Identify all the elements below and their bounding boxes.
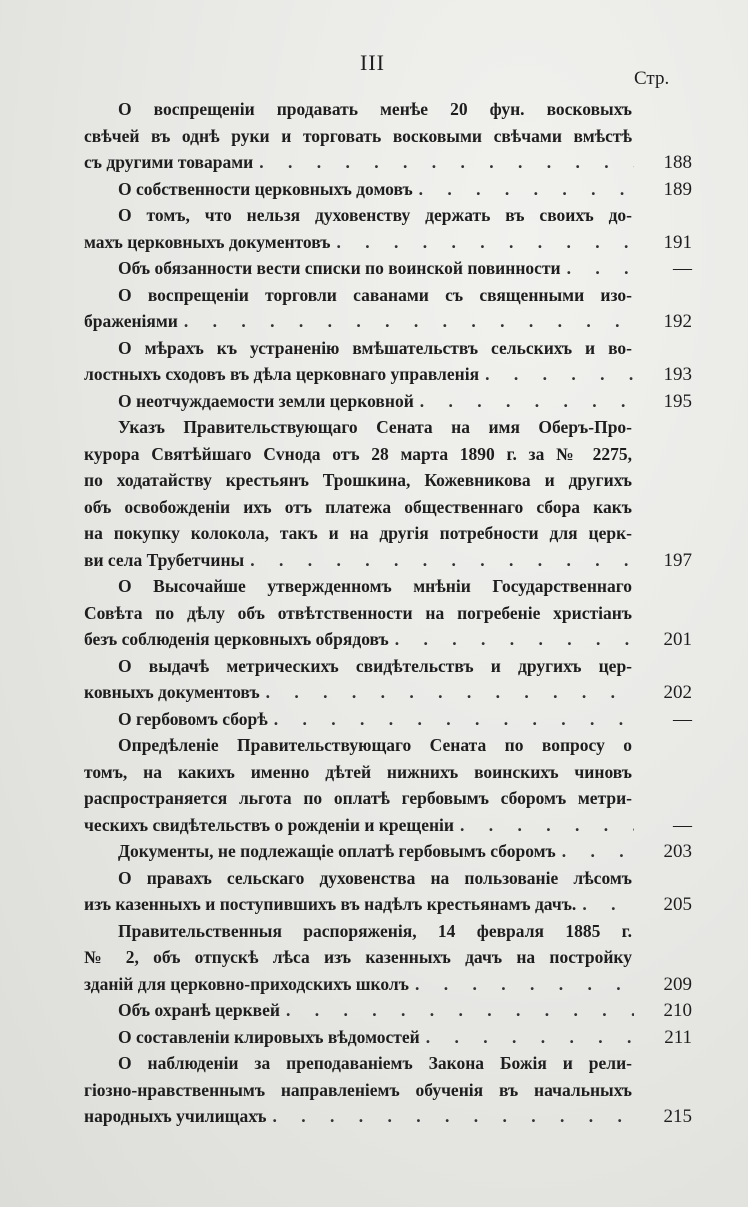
dot-leader: [420, 388, 634, 415]
dot-leader: [419, 176, 634, 203]
page-number: 211: [664, 1026, 692, 1048]
toc-entry-text: изъ казенныхъ и поступившихъ въ надѣлъ крестьянамъ дачъ.: [84, 894, 577, 914]
page-number: —: [673, 814, 692, 836]
toc-entry: [84, 96, 692, 176]
toc-entry-line: объ освобожденiи ихъ отъ платежа общественнаго сбора какъ: [84, 496, 632, 517]
page-number: 193: [663, 364, 692, 385]
toc-entry-last-line: [84, 1103, 692, 1130]
dot-leader: [274, 706, 634, 733]
toc-entry-line: Опредѣленiе Правительствующаго Сената по вопросу о: [118, 735, 632, 755]
toc-entry-last-line: [84, 971, 692, 998]
toc-entry: [84, 732, 692, 838]
toc-entry-line: гiозно-нравственнымъ направленiемъ обученiя въ начальныхъ: [84, 1079, 632, 1100]
page-number: 215: [663, 1106, 692, 1127]
dot-leader: [286, 997, 634, 1024]
toc-entry-last-line: [84, 706, 692, 733]
page-column-label: Стр.: [634, 68, 670, 89]
toc-entry: [84, 255, 692, 282]
page-number: 188: [663, 152, 692, 173]
dot-leader: [259, 149, 634, 176]
toc-entry-text: махъ церковныхъ документовъ: [84, 231, 331, 252]
toc-entry-last-line: [84, 891, 692, 918]
toc-entry: [84, 706, 692, 733]
toc-entry-last-line: [84, 149, 692, 176]
toc-entry-text: безъ соблюденiя церковныхъ обрядовъ: [84, 629, 389, 649]
toc-entry-text: О собственности церковныхъ домовъ: [118, 178, 413, 199]
toc-entry: [84, 388, 692, 415]
page-number: 197: [663, 549, 692, 571]
dot-leader: [485, 361, 634, 388]
toc-entry-line: О воспрещенiи торговли саванами съ священными изо-: [118, 284, 632, 305]
toc-entry-line: Совѣта по дѣлу объ отвѣтственности на погребенiе христiанъ: [84, 602, 632, 623]
toc-entry-line: по ходатайству крестьянъ Трошкина, Кожевникова и другихъ: [84, 470, 632, 490]
page-number: —: [673, 258, 692, 279]
toc-entry-last-line: [84, 547, 692, 574]
toc-entry-text: Объ охранѣ церквей: [118, 1000, 280, 1020]
dot-leader: [582, 891, 634, 918]
dot-leader: [426, 1024, 634, 1051]
toc-entry-text: О неотчуждаемости земли церковной: [118, 390, 414, 411]
toc-entry: [84, 414, 692, 573]
page-number: 210: [663, 1000, 692, 1021]
toc-entry-line: Указъ Правительствующаго Сената на имя Оберъ-Про-: [118, 417, 632, 437]
toc-entry-text: ческихъ свидѣтельствъ о рожденiи и крещенiи: [84, 814, 454, 835]
toc-entry-text: народныхъ училищахъ: [84, 1106, 267, 1126]
page-number: 192: [663, 311, 692, 332]
toc-entry-text: О гербовомъ сборѣ: [118, 708, 268, 729]
toc-entry-text: Объ обязанности вести списки по воинской повинности: [118, 258, 561, 278]
toc-entry-text: лостныхъ сходовъ въ дѣла церковнаго управленiя: [84, 364, 480, 384]
dot-leader: [562, 838, 634, 865]
page-number: 202: [663, 682, 692, 703]
dot-leader: [395, 626, 634, 653]
toc-entry-line: распространяется льгота по оплатѣ гербовымъ сборомъ метри-: [84, 788, 632, 808]
toc-entry-last-line: [84, 388, 692, 415]
toc-entry-text: съ другими товарами: [84, 152, 254, 172]
page-number: 205: [663, 894, 692, 915]
toc-entry: [84, 1024, 692, 1051]
toc-entry-last-line: [84, 812, 692, 839]
toc-entry-text: браженiями: [84, 311, 178, 331]
page-number: 189: [663, 178, 692, 200]
toc-entry: [84, 176, 692, 203]
page-number: 191: [663, 231, 692, 253]
toc-entry: [84, 838, 692, 865]
toc-entry: [84, 282, 692, 335]
toc-entry-last-line: [84, 1024, 692, 1051]
toc-entry-text: О составленiи клировыхъ вѣдомостей: [118, 1026, 420, 1047]
dot-leader: [460, 812, 634, 839]
page-number: —: [673, 708, 692, 730]
toc-entry: [84, 202, 692, 255]
toc-entry-last-line: [84, 255, 692, 282]
toc-entry: [84, 335, 692, 388]
toc-entry-text: зданiй для церковно-приходскихъ школъ: [84, 973, 409, 994]
toc-entry-line: Правительственныя распоряженiя, 14 февраля 1885 г.: [118, 920, 632, 941]
page-number: 203: [663, 841, 692, 862]
toc-entry: [84, 573, 692, 653]
toc-entry: [84, 997, 692, 1024]
toc-entry-line: О правахъ сельскаго духовенства на пользованiе лѣсомъ: [118, 867, 632, 888]
toc-entry-line: О воспрещенiи продавать менѣе 20 фун. восковыхъ: [118, 99, 632, 119]
toc-entry-last-line: [84, 229, 692, 256]
toc-entry-text: ви села Трубетчины: [84, 549, 245, 570]
toc-entry-line: свѣчей въ однѣ руки и торговать восковыми свѣчами вмѣстѣ: [84, 125, 632, 146]
toc-entry-line: О выдачѣ метрическихъ свидѣтельствъ и другихъ цер-: [118, 655, 632, 676]
dot-leader: [567, 255, 634, 282]
toc-entry-line: томъ, на какихъ именно дѣтей нижнихъ воинскихъ чиновъ: [84, 761, 632, 782]
toc-entry-line: О Высочайше утвержденномъ мнѣнiи Государственнаго: [118, 576, 632, 596]
page-number: 195: [663, 390, 692, 412]
page-folio: III: [360, 50, 385, 75]
dot-leader: [273, 1103, 635, 1130]
toc-entry-line: курора Святѣйшаго Сvнода отъ 28 марта 1890 г. за № 2275,: [84, 443, 632, 464]
toc-entry-last-line: [84, 176, 692, 203]
toc-entry: [84, 1050, 692, 1130]
dot-leader: [184, 308, 634, 335]
toc-entry-line: О мѣрахъ къ устраненiю вмѣшательствъ сельскихъ и во-: [118, 337, 632, 358]
toc-entry-line: № 2, объ отпускѣ лѣса изъ казенныхъ дачъ на постройку: [84, 947, 632, 967]
dot-leader: [415, 971, 634, 998]
toc-entry-last-line: [84, 679, 692, 706]
dot-leader: [250, 547, 634, 574]
table-of-contents: [84, 96, 692, 1130]
dot-leader: [266, 679, 634, 706]
toc-entry-last-line: [84, 361, 692, 388]
toc-entry-last-line: [84, 997, 692, 1024]
page-number: 209: [663, 973, 692, 995]
toc-entry: [84, 653, 692, 706]
toc-entry-line: О томъ, что нельзя духовенству держать въ своихъ до-: [118, 205, 632, 225]
toc-entry-last-line: [84, 838, 692, 865]
toc-entry-last-line: [84, 308, 692, 335]
toc-entry-last-line: [84, 626, 692, 653]
toc-entry-line: на покупку колокола, такъ и на другiя потребности для церк-: [84, 523, 632, 543]
page-number: 201: [663, 629, 692, 650]
toc-entry: [84, 865, 692, 918]
toc-entry-text: Документы, не подлежащiе оплатѣ гербовымъ сборомъ: [118, 841, 556, 861]
dot-leader: [336, 229, 634, 256]
toc-entry: [84, 918, 692, 998]
toc-entry-text: ковныхъ документовъ: [84, 682, 260, 702]
toc-entry-line: О наблюденiи за преподаванiемъ Закона Божiя и рели-: [118, 1053, 632, 1073]
